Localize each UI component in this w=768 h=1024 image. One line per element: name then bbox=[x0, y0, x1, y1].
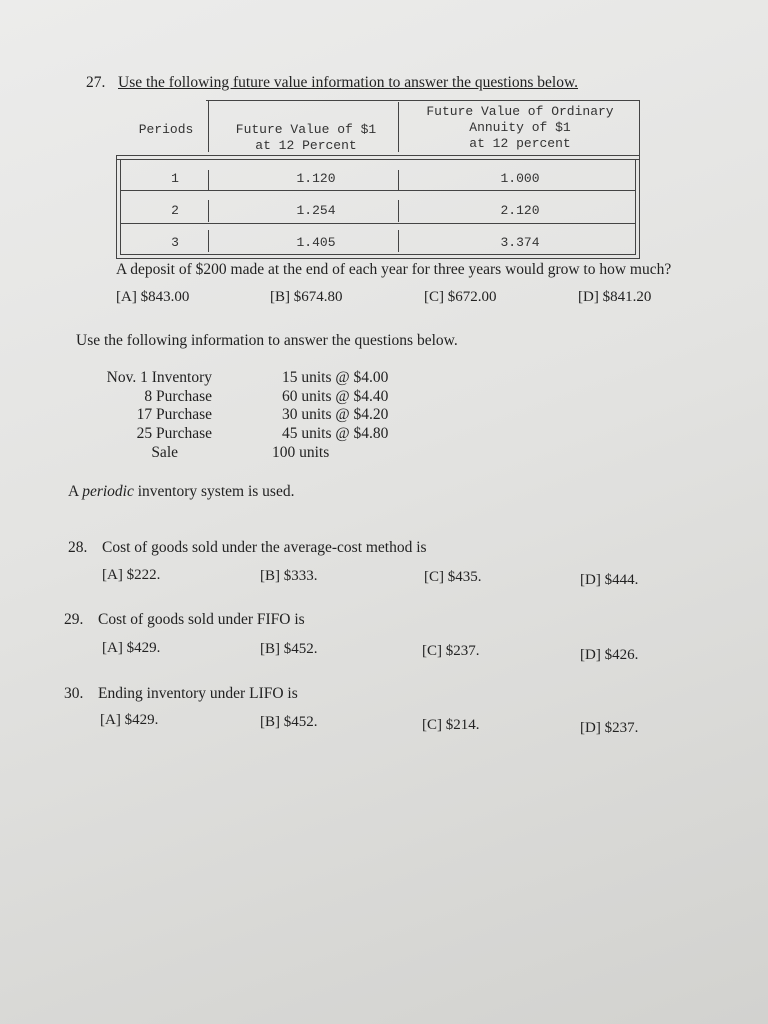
q27-header bbox=[86, 74, 578, 92]
table-row-1-period: 1 bbox=[171, 171, 179, 186]
future-value-table bbox=[116, 100, 640, 258]
inventory-label-1: Nov. 1 Inventory bbox=[106, 369, 212, 386]
q28-option-b[interactable]: [B] $333. bbox=[260, 568, 318, 584]
q30-number: 30. bbox=[64, 685, 84, 702]
header-fv-line2: at 12 Percent bbox=[255, 138, 357, 153]
q28-option-d[interactable]: [D] $444. bbox=[580, 572, 639, 588]
inventory-detail-3: 30 units @ $4.20 bbox=[282, 406, 389, 423]
system-emphasis: periodic bbox=[82, 483, 134, 500]
q29-option-d[interactable]: [D] $426. bbox=[580, 647, 639, 663]
table-row-2-period: 2 bbox=[171, 203, 179, 218]
header-fva-line2: Annuity of $1 bbox=[469, 120, 571, 135]
table-row-2-fva: 2.120 bbox=[500, 203, 540, 218]
q27-option-c[interactable]: [C] $672.00 bbox=[424, 289, 497, 305]
table-row-3-fv: 1.405 bbox=[296, 235, 336, 250]
inventory-detail-4: 45 units @ $4.80 bbox=[282, 425, 389, 442]
table-row-2-fv: 1.254 bbox=[296, 203, 336, 218]
q30-option-c[interactable]: [C] $214. bbox=[422, 717, 480, 733]
q30-option-a[interactable]: [A] $429. bbox=[100, 712, 159, 728]
inventory-intro: Use the following information to answer the questions below. bbox=[76, 332, 458, 349]
q29-question: Cost of goods sold under FIFO is bbox=[98, 611, 305, 628]
system-suffix: inventory system is used. bbox=[133, 483, 295, 500]
q27-option-a[interactable]: [A] $843.00 bbox=[116, 289, 190, 305]
q29-header bbox=[64, 611, 305, 629]
q27-prompt: Use the following future value information to answer the questions below. bbox=[118, 74, 579, 91]
header-periods: Periods bbox=[138, 122, 194, 137]
header-fv-line1: Future Value of $1 bbox=[235, 122, 377, 137]
inventory-detail-2: 60 units @ $4.40 bbox=[282, 388, 389, 405]
header-fva-line1: Future Value of Ordinary bbox=[426, 104, 614, 119]
q27-number: 27. bbox=[86, 74, 106, 91]
table-row-3-period: 3 bbox=[171, 235, 179, 250]
inventory-system-note bbox=[68, 483, 294, 501]
table-row-1-fv: 1.120 bbox=[296, 171, 336, 186]
q29-option-b[interactable]: [B] $452. bbox=[260, 641, 318, 657]
inventory-label-4: 25 Purchase bbox=[136, 425, 212, 442]
q29-number: 29. bbox=[64, 611, 84, 628]
header-future-value bbox=[216, 122, 396, 154]
q27-option-d[interactable]: [D] $841.20 bbox=[578, 289, 652, 305]
inventory-detail-1: 15 units @ $4.00 bbox=[282, 369, 389, 386]
inventory-label-2: 8 Purchase bbox=[144, 388, 212, 405]
header-annuity bbox=[404, 104, 636, 152]
q30-header bbox=[64, 685, 298, 703]
inventory-label-5: Sale bbox=[151, 444, 178, 461]
q28-number: 28. bbox=[68, 539, 88, 556]
q27-option-b[interactable]: [B] $674.80 bbox=[270, 289, 343, 305]
q30-option-d[interactable]: [D] $237. bbox=[580, 720, 639, 736]
table-row-3-fva: 3.374 bbox=[500, 235, 540, 250]
inventory-detail-5: 100 units bbox=[272, 444, 330, 461]
inventory-label-3: 17 Purchase bbox=[136, 406, 212, 423]
system-prefix: A bbox=[68, 483, 83, 500]
q28-option-c[interactable]: [C] $435. bbox=[424, 569, 482, 585]
q30-question: Ending inventory under LIFO is bbox=[98, 685, 298, 702]
q28-option-a[interactable]: [A] $222. bbox=[102, 567, 161, 583]
q29-option-a[interactable]: [A] $429. bbox=[102, 640, 161, 656]
q27-question: A deposit of $200 made at the end of each year for three years would grow to how much? bbox=[116, 261, 672, 278]
header-fva-line3: at 12 percent bbox=[469, 136, 571, 151]
table-row-1-fva: 1.000 bbox=[500, 171, 540, 186]
q30-option-b[interactable]: [B] $452. bbox=[260, 714, 318, 730]
q28-header bbox=[68, 539, 427, 557]
q28-question: Cost of goods sold under the average-cost method is bbox=[102, 539, 427, 556]
q29-option-c[interactable]: [C] $237. bbox=[422, 643, 480, 659]
